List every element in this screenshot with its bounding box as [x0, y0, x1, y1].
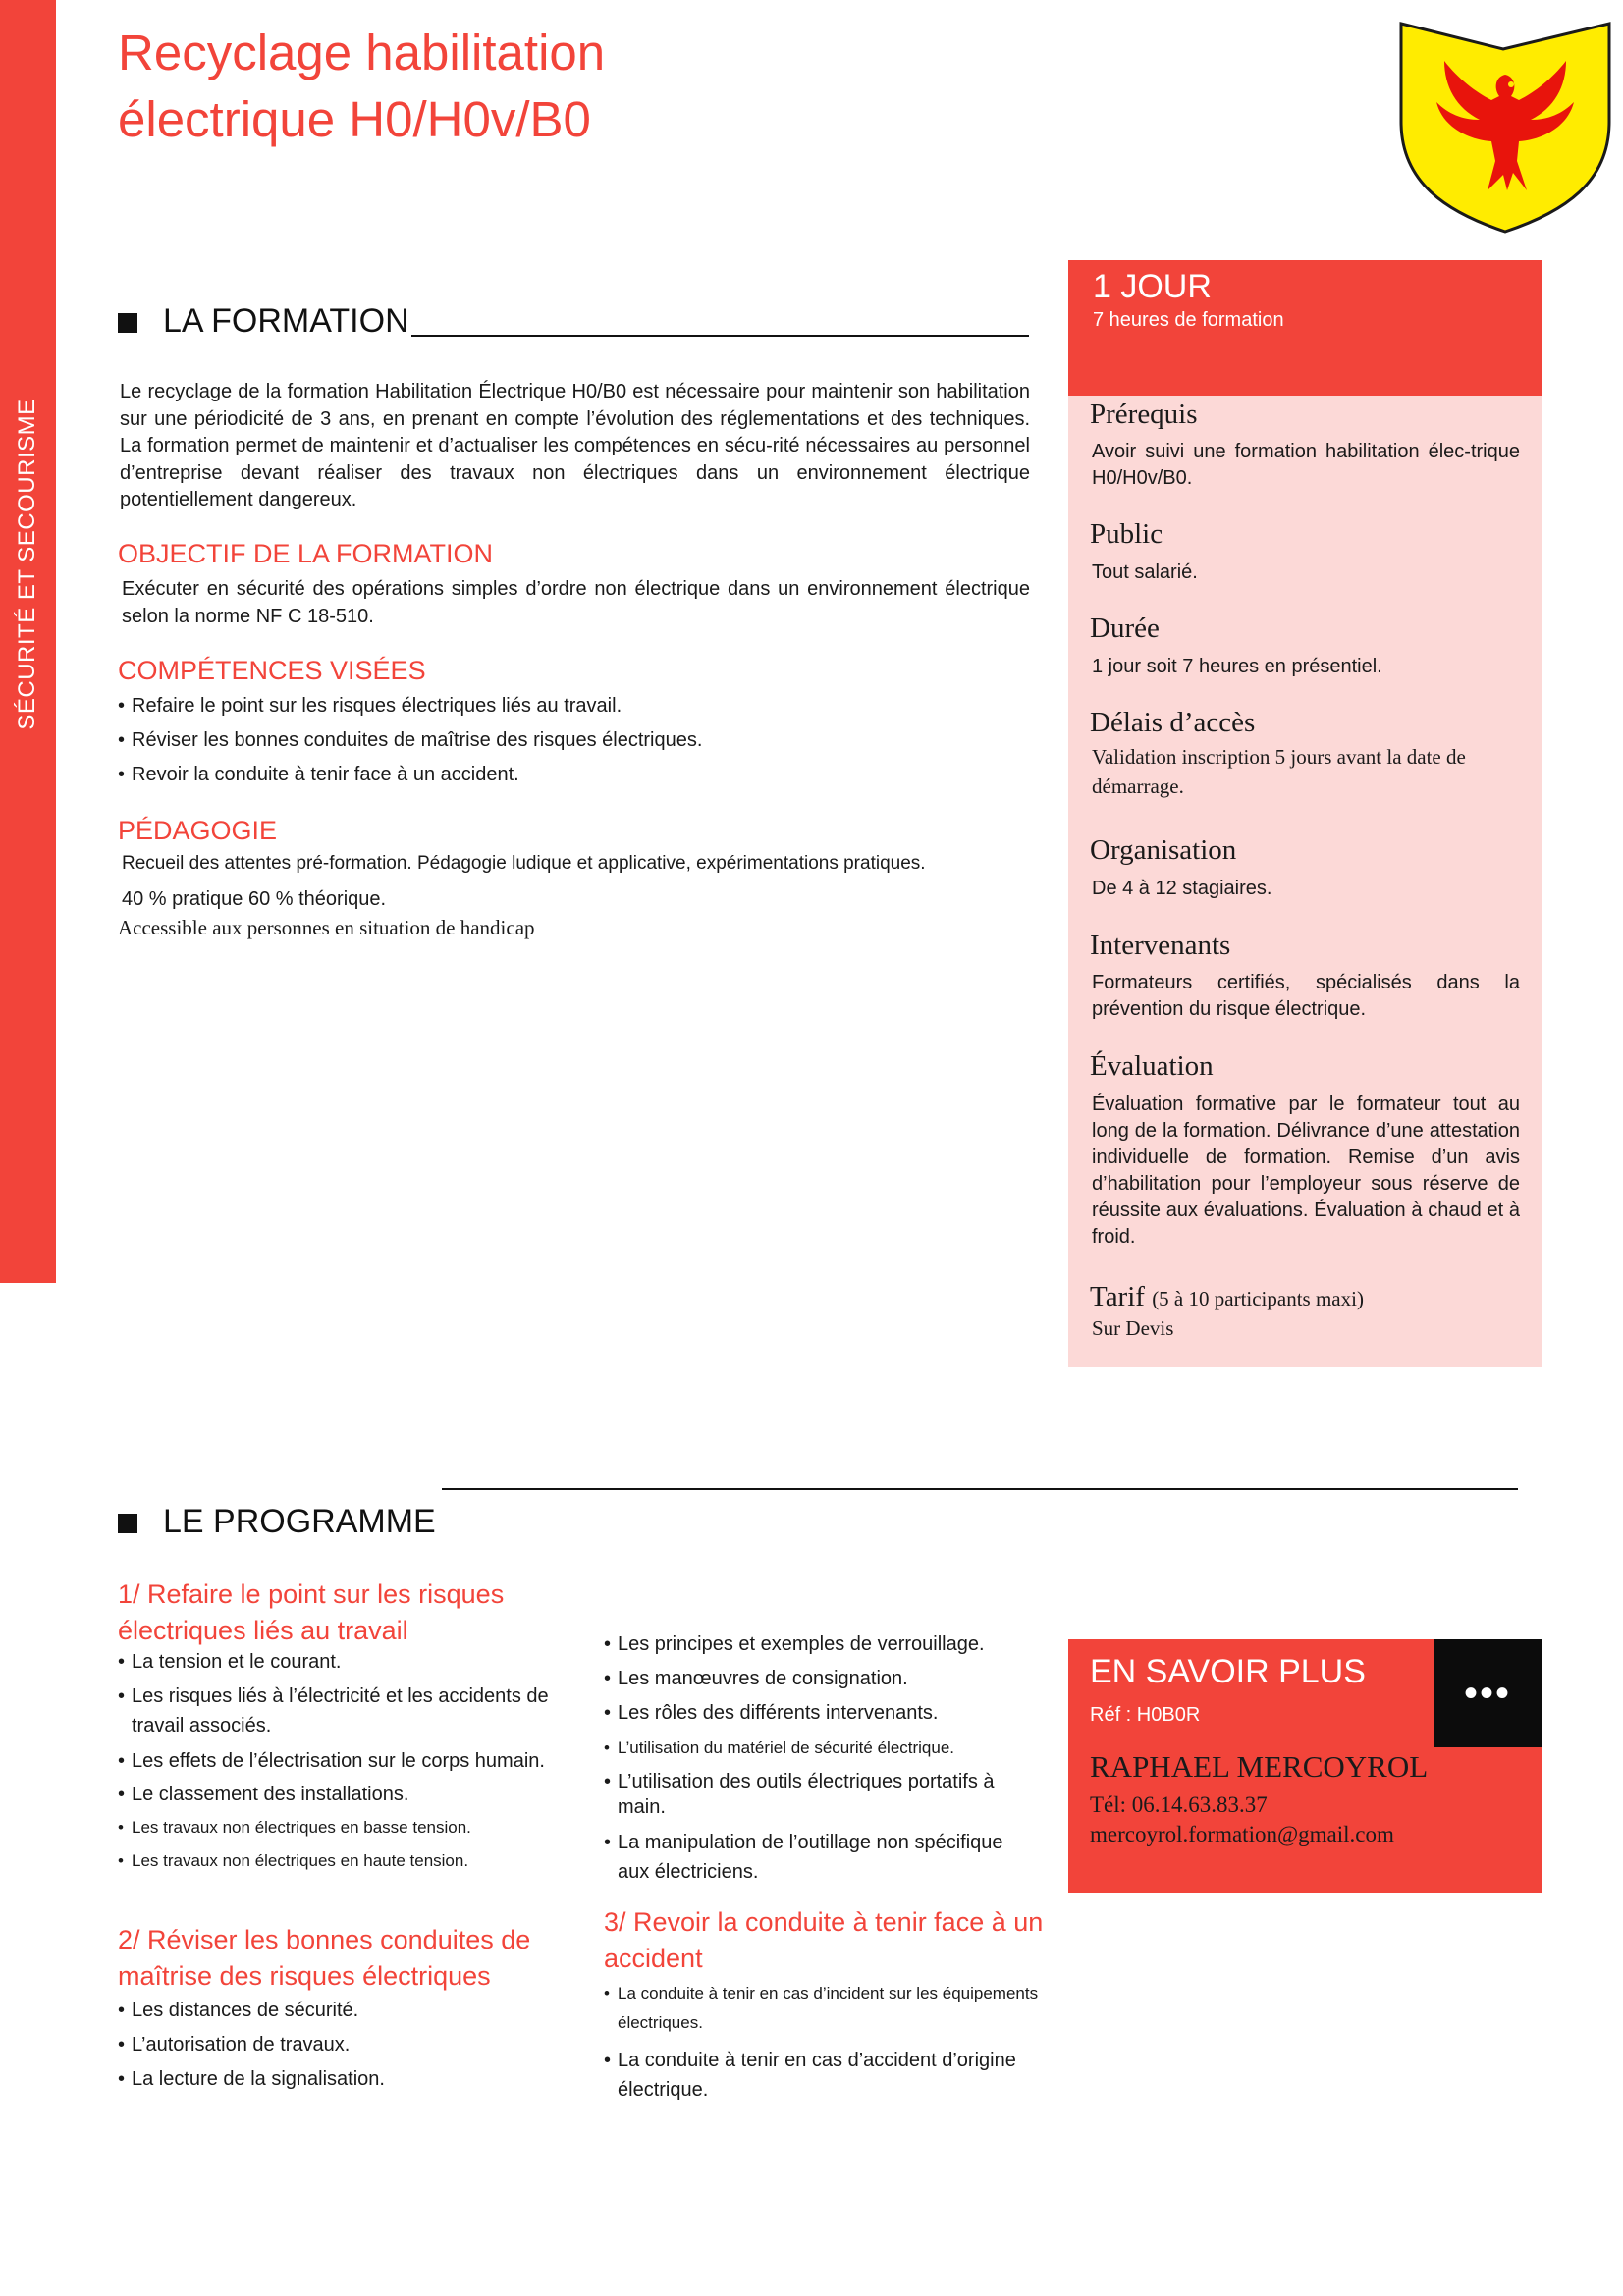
duree-text: 1 jour soit 7 heures en présentiel.: [1092, 656, 1382, 677]
list-item: • La conduite à tenir en cas d’accident d’origine électrique.: [604, 2046, 1055, 2105]
tarif-title: Tarif: [1090, 1281, 1145, 1312]
programme-part3-list: [604, 1979, 1055, 2105]
competences-list: [118, 693, 1001, 796]
list-item: • Les principes et exemples de verrouillage.: [604, 1631, 1036, 1658]
list-item: • Les effets de l’électrisation sur le corps humain.: [118, 1746, 550, 1776]
competences-title: COMPÉTENCES VISÉES: [118, 656, 426, 685]
title-line-2: électrique H0/H0v/B0: [118, 91, 591, 147]
list-item: • La tension et le courant.: [118, 1649, 550, 1676]
pedagogie-line-1: Recueil des attentes pré-formation. Pédagogie ludique et applicative, expérimentations pratiques.: [122, 853, 926, 874]
organisation-title: Organisation: [1090, 834, 1237, 866]
list-item: • L’utilisation du matériel de sécurité électrique.: [604, 1735, 1036, 1761]
duration-small: 7 heures de formation: [1093, 309, 1284, 331]
intervenants-text: Formateurs certifiés, spécialisés dans la prévention du risque électrique.: [1092, 972, 1520, 1020]
programme-part1-title: 1/ Refaire le point sur les risques électriques liés au travail: [118, 1579, 505, 1645]
organisation-text: De 4 à 12 stagiaires.: [1092, 878, 1272, 899]
programme-rule: [442, 1488, 1518, 1490]
programme-part2-title: 2/ Réviser les bonnes conduites de maîtrise des risques électriques: [118, 1925, 531, 1991]
pedagogie-title: PÉDAGOGIE: [118, 816, 278, 845]
duration-big: 1 JOUR: [1093, 268, 1212, 305]
formation-intro: Le recyclage de la formation Habilitation Électrique H0/B0 est nécessaire pour maintenir son habilitation sur une périodicité de 3 ans, en prenant en compte l’évolution des réglementations et des techniques. La formation permet de maintenir et d’actualiser les compétences en sécu-rité nécessaires au personnel d’entreprise devant réaliser des travaux non électriques dans un environnement électrique potentiellement dangereux.: [120, 381, 1030, 510]
list-item: • La manipulation de l’outillage non spécifique aux électriciens.: [604, 1828, 1036, 1887]
list-item: • Le classement des installations.: [118, 1782, 550, 1808]
programme-part1-list: [118, 1649, 550, 1874]
programme-heading: [118, 1504, 436, 1539]
square-bullet-icon: [118, 1514, 137, 1533]
tarif-text: Sur Devis: [1092, 1316, 1174, 1340]
phoenix-crest-logo: [1397, 18, 1613, 236]
duration-banner: [1068, 260, 1542, 396]
sidebar-band: [0, 0, 56, 1283]
delais-text: Validation inscription 5 jours avant la date de démarrage.: [1092, 745, 1466, 798]
list-item: • L’autorisation de travaux.: [118, 2032, 550, 2058]
contact-heading: EN SAVOIR PLUS: [1090, 1653, 1366, 1690]
objectif-title: OBJECTIF DE LA FORMATION: [118, 539, 494, 568]
list-item: • L’utilisation des outils électriques portatifs à main.: [604, 1769, 1036, 1820]
pedagogie-line-2: 40 % pratique 60 % théorique.: [122, 888, 387, 910]
intervenants-title: Intervenants: [1090, 930, 1231, 961]
objectif-text: Exécuter en sécurité des opérations simples d’ordre non électrique dans un environnement électrique selon la norme NF C 18-510.: [122, 578, 1030, 627]
list-item: • Refaire le point sur les risques électriques liés au travail.: [118, 693, 1001, 720]
page-title: [118, 20, 1001, 153]
public-title: Public: [1090, 518, 1163, 550]
programme-part2-list: [118, 1998, 550, 2101]
evaluation-title: Évaluation: [1090, 1050, 1214, 1082]
list-item: • Les travaux non électriques en haute tension.: [118, 1847, 550, 1874]
tarif-note: (5 à 10 participants maxi): [1152, 1287, 1364, 1310]
list-item: • Réviser les bonnes conduites de maîtrise des risques électriques.: [118, 727, 1001, 754]
contact-email[interactable]: mercoyrol.formation@gmail.com: [1090, 1822, 1394, 1846]
list-item: • La conduite à tenir en cas d’incident sur les équipements électriques.: [604, 1979, 1055, 2038]
duree-title: Durée: [1090, 613, 1160, 644]
list-item: • Revoir la conduite à tenir face à un accident.: [118, 762, 1001, 788]
sidebar-label: SÉCURITÉ ET SECOURISME: [14, 399, 40, 730]
formation-heading: [118, 303, 1029, 339]
programme-col2-list: [604, 1631, 1036, 1887]
prerequis-title: Prérequis: [1090, 399, 1198, 430]
list-item: • Les risques liés à l’électricité et les accidents de travail associés.: [118, 1682, 550, 1740]
formation-heading-text: LA FORMATION: [163, 302, 409, 340]
public-text: Tout salarié.: [1092, 561, 1198, 583]
programme-part3-title: 3/ Revoir la conduite à tenir face à un accident: [604, 1907, 1044, 1973]
contact-name: RAPHAEL MERCOYROL: [1090, 1749, 1429, 1784]
ellipsis-icon[interactable]: •••: [1434, 1639, 1542, 1747]
prerequis-text: Avoir suivi une formation habilitation élec-trique H0/H0v/B0.: [1092, 441, 1520, 489]
list-item: • Les distances de sécurité.: [118, 1998, 550, 2024]
delais-title: Délais d’accès: [1090, 707, 1256, 738]
list-item: • Les manœuvres de consignation.: [604, 1666, 1036, 1692]
programme-heading-text: LE PROGRAMME: [163, 1503, 436, 1540]
evaluation-text: Évaluation formative par le formateur tout au long de la formation. Délivrance d’une attestation individuelle de formation. Remise d’un avis d’habilitation pour l’employeur sous réserve de réussite aux évaluations. Évaluation à chaud et à froid.: [1092, 1094, 1520, 1248]
contact-phone[interactable]: Tél: 06.14.63.83.37: [1090, 1792, 1268, 1817]
list-item: • La lecture de la signalisation.: [118, 2066, 550, 2093]
square-bullet-icon: [118, 313, 137, 333]
contact-ref: Réf : H0B0R: [1090, 1704, 1201, 1726]
list-item: • Les travaux non électriques en basse tension.: [118, 1814, 550, 1841]
pedagogie-line-3: Accessible aux personnes en situation de handicap: [118, 916, 535, 939]
list-item: • Les rôles des différents intervenants.: [604, 1700, 1036, 1727]
tarif-title-row: [1090, 1281, 1364, 1313]
heading-rule: [411, 335, 1029, 337]
title-line-1: Recyclage habilitation: [118, 25, 606, 80]
